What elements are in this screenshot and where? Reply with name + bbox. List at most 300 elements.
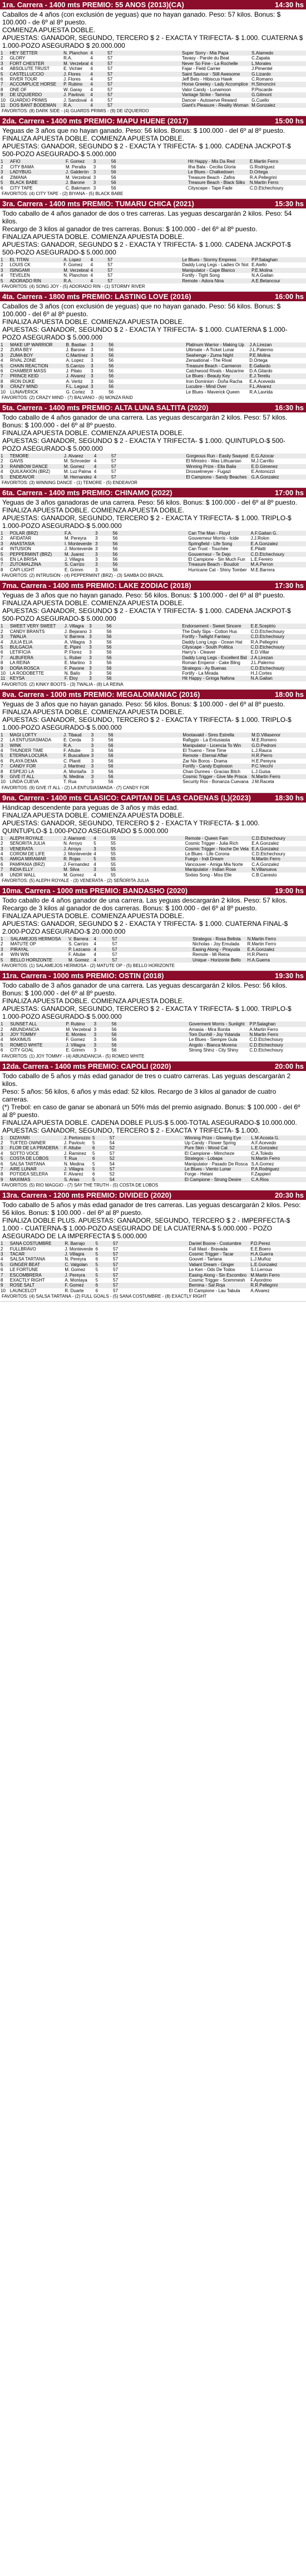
entry-cell: 4 <box>1 1257 3 1262</box>
entry-cell: N.A.Gaitan <box>250 676 306 681</box>
entry-cell: E.E.Sceptrio <box>250 624 306 629</box>
entry-cell: 4 <box>90 268 107 273</box>
entry-cell: M. Pereyra <box>65 536 87 541</box>
entry-cell: 56 <box>108 769 113 774</box>
race-time: 17:30 hs <box>274 581 304 590</box>
entry-cell: 3 <box>0 743 9 748</box>
entry-cell: 3 <box>91 389 93 395</box>
entry-cell: COSTA DE LOBOS <box>9 1156 63 1161</box>
table-row <box>0 1177 306 1182</box>
entry-cell: Tom Dunhill - Joy Yolanda <box>188 1032 249 1037</box>
entry-cell: 57 <box>107 273 113 278</box>
entry-cell: 56 <box>111 1048 117 1053</box>
entry-cell: P.P.Salaghan <box>249 1022 306 1027</box>
table-row <box>0 666 306 671</box>
entry-cell: 5 <box>95 1241 112 1246</box>
entry-cell: Lucubre - Mind Over <box>185 384 249 389</box>
entry-cell: DOS BANT BODEMAN <box>9 103 63 108</box>
entry-cell: Easing Along - Sin Escombro <box>188 1273 250 1278</box>
race-condition-text: Yeguas de 3 años que no hayan ganado. Peso: 56 kilos. Bonus: $ 100.000 - del 6º al 8º puesto. <box>2 700 285 708</box>
entry-cell: 57 <box>107 97 113 103</box>
entry-cell: 2 <box>1 738 3 743</box>
entry-cell: Zar Nix Boros - Drama <box>182 758 228 764</box>
race-header <box>0 292 306 301</box>
entry-cell: F. Pavone <box>64 666 88 671</box>
entries-table <box>0 159 306 190</box>
entry-cell: 56 <box>106 660 112 666</box>
entry-cell: N.Martin Ferro <box>249 180 306 185</box>
entry-cell: 8 <box>1 1172 3 1177</box>
entry-cell: Hit Happy - Mis Da Red <box>187 159 249 164</box>
entry-cell: Valor Candy - Lunamoon <box>182 87 231 92</box>
table-row <box>0 454 306 459</box>
entry-cell: E.A.Gonzalez <box>251 841 279 846</box>
entry-cell: E.J.Tereliu <box>249 373 306 378</box>
table-row <box>0 1267 306 1272</box>
race-section <box>0 581 306 689</box>
entry-cell: SALAMEJOS HERMOSA <box>10 936 68 941</box>
entry-cell: 52 <box>109 1156 184 1161</box>
race-time: 18:00 hs <box>274 690 304 699</box>
race-conditions <box>0 497 306 531</box>
entry-cell: 6 <box>1 368 3 373</box>
entry-cell: Drosselmeyer - Fugazi <box>186 469 231 475</box>
entry-cell: 2 <box>1 459 3 464</box>
entry-cell: L.J.Muñoz <box>250 1257 272 1262</box>
entry-cell: 56 <box>112 541 187 546</box>
entry-cell: PEPPERMINT (BRZ) <box>9 552 64 557</box>
entry-cell: J. Pilato <box>66 368 82 373</box>
entry-cell: N.Martin Ferro <box>249 1032 306 1037</box>
entry-cell: N.Martin Ferro <box>251 774 306 779</box>
table-row <box>0 536 306 541</box>
entry-cell: R.A. <box>63 56 72 61</box>
entry-cell: M.J.Carrillo <box>251 459 274 464</box>
entry-cell: E.Pilatti <box>250 546 266 552</box>
entry-cell: CITY GOAL <box>10 1048 34 1053</box>
race-title: 6ta. Carrera - 1400 mts PREMIO: CHINAMO (2022) <box>2 489 172 497</box>
entry-cell: 4 <box>1 952 3 958</box>
entry-cell: 3 <box>90 373 108 378</box>
entry-cell: Vantage Strike - Tamrisa <box>181 92 251 97</box>
entry-cell: 57 <box>113 1246 119 1252</box>
entry-cell: J. Alvarez <box>66 373 90 378</box>
race-favorites: FAVORITOS: (3) WINNING DANCE - (1) TEMORE - (5) ENDEAVOR <box>0 480 306 488</box>
entry-cell: 3 <box>88 666 106 671</box>
entry-cell: C. Bakmann <box>65 185 90 191</box>
entry-cell: 3 <box>89 629 92 634</box>
race-condition-text: APUESTAS: GANADOR, SEGUNDO, TERCERO $ 2 - EXACTA Y TRIFECTA- $ 1.000. TRIPLO-$ 1.000-POZO ASEGURADO-$ 5.000.000 <box>2 715 292 731</box>
entry-cell: POTIDEA SELERA <box>9 1172 48 1177</box>
entry-cell: 57 <box>107 72 181 77</box>
entry-cell: 3 <box>93 1043 111 1048</box>
entry-cell: 55 <box>110 846 185 851</box>
race-section <box>0 1190 306 1302</box>
entry-cell: 55 <box>111 861 116 867</box>
entry-cell: RIVER TOUR <box>9 77 37 82</box>
entries-table <box>0 342 306 395</box>
entry-cell: 57 <box>109 1167 184 1172</box>
table-row <box>0 66 306 71</box>
table-row <box>0 257 306 262</box>
entry-cell: KEYSA <box>9 676 64 681</box>
entry-cell: SOTTO VOCE <box>9 1150 39 1156</box>
entry-cell: 6 <box>1 758 3 764</box>
race-header <box>0 403 306 412</box>
entry-cell: E. Grimm <box>66 1048 85 1053</box>
entry-cell: WIN WIN <box>10 952 29 958</box>
entry-cell: 3 <box>95 541 112 546</box>
entry-cell: 56 <box>108 743 182 748</box>
entry-cell: Catchwood Rivals - Mazarine <box>186 368 244 373</box>
entry-cell: M. Verzebral <box>63 61 90 66</box>
table-row <box>0 671 306 676</box>
entry-cell: 3 <box>89 639 92 645</box>
entry-cell: C. Valgolan <box>64 1262 95 1267</box>
race-title: 7ma. Carrera - 1400 mts PREMIO: LAKE ZODIAC (2018) <box>2 581 191 590</box>
entry-cell: AFIDATAR <box>9 536 32 541</box>
entry-cell: 3 <box>91 378 93 384</box>
race-title: 1ra. Carrera - 1400 mts PREMIO: 55 ANOS (2013)(CA) <box>2 1 184 9</box>
race-condition-text: FINALIZA APUESTA DOBLE. COMIENZA APUESTA DOBLE. <box>2 134 184 143</box>
race-favorites: FAVORITOS: (4) CITY TAPE - (2) BIYANA - (5) BLACK BABE <box>0 191 306 199</box>
race-condition-text: FINALIZA APUESTA DOBLE. COMIENZA APUESTA DOBLE. <box>2 707 184 716</box>
entry-cell: 56 <box>108 384 185 389</box>
table-row <box>0 753 306 758</box>
entry-cell: 4 <box>1 358 3 363</box>
entry-cell: F. Gomez <box>64 1283 95 1288</box>
entry-cell: 5 <box>0 72 9 77</box>
entry-cell: 3 <box>93 1022 111 1027</box>
entry-cell: E.D.Villar <box>250 650 269 655</box>
entry-cell: P.Piscarde <box>251 87 273 92</box>
race-condition-text: Yeguas de 3 años que no hayan ganado. Peso: 56 kilos. Bonus: $ 100.000 - del 6º al 8º puesto. <box>2 127 285 135</box>
race-condition-text: Todo caballo de 4 años ganador de dos o tres carreras. Las yeguas descargarán 2 kilos. Peso: 54 kilos. <box>2 209 292 225</box>
entry-cell: E. Cerda <box>63 738 81 743</box>
race-conditions <box>0 9 306 51</box>
entry-cell: 3 <box>91 758 94 764</box>
entry-cell: Horse Greeley - Lady Accomplice <box>181 82 251 87</box>
table-row <box>0 846 306 851</box>
entry-cell: 56 <box>111 159 187 164</box>
entry-cell: 9 <box>0 666 9 671</box>
entry-cell: 3 <box>95 562 112 567</box>
entry-cell: TEVELEN <box>9 273 30 278</box>
entry-cell: G.Lizardo <box>251 72 306 77</box>
entry-cell: G. Cortez <box>66 389 85 395</box>
entry-cell: Dancer - Autoserve Reward <box>182 97 237 103</box>
entry-cell: Strong Shinz - City Shiny <box>189 1048 239 1053</box>
entry-cell: A.F.Acevedo <box>251 1140 277 1145</box>
table-row <box>0 268 306 273</box>
entry-cell: RAINBOW DANCE <box>9 464 63 469</box>
entry-cell: DOÑA ROSCA <box>9 666 64 671</box>
entry-cell: 3 <box>93 170 111 175</box>
entry-cell: Manipulator - Indian Rose <box>185 867 251 872</box>
race-condition-text: Yeguas de 3 años que no hayan ganado. Peso: 56 kilos. Bonus: $ 100.000 - del 6º al 8º puesto. <box>2 591 285 600</box>
entry-cell: Jeff Bets - Hibiscus Hawk <box>182 77 233 82</box>
entry-cell: F.L. Legout <box>66 384 90 389</box>
entry-cell: J. Galderón <box>65 170 93 175</box>
race-condition-text: APUESTAS: GANADOR, SEGUNDO $ 2 - EXACTA Y TRIFECTA- $ 1.000. CADENA JACKPOT-$ 500-POZO ASEGURADO-$ 5.000.000 <box>2 607 291 623</box>
entry-cell: 56 <box>112 557 118 562</box>
entry-cell: R.A.Pellegrini <box>250 639 278 645</box>
entry-cell: M.Gonzalez <box>251 103 306 108</box>
entry-cell: 7 <box>0 655 9 660</box>
entry-cell: E.A.Gonzalez <box>250 541 306 546</box>
entry-cell: V. Barrera <box>68 936 93 941</box>
table-row <box>0 373 306 378</box>
entry-cell: 57 <box>107 278 181 283</box>
entry-cell: Endorsement - Sweet Sincere <box>181 624 250 629</box>
entry-cell: E.E.Boero <box>250 1246 271 1252</box>
race-favorites: FAVORITOS: (4) SALSA TARTANA - (2) FULL GOALS - (5) SANA COSTUMBRE - (8) EXACTLY RIGHT <box>0 1293 306 1302</box>
race-time: 16:00 hs <box>274 292 304 301</box>
entry-cell: Winning Prize - Ella Baila <box>185 464 250 469</box>
entry-cell: R.A.Lavrida <box>249 389 273 395</box>
entry-cell: 5 <box>93 856 110 861</box>
entry-cell: COROM DE LIFE <box>9 851 45 857</box>
table-row <box>0 1032 306 1037</box>
entry-cell: 5 <box>0 753 9 758</box>
race-condition-text: Todo caballo de 3 años ganador de una carrera. Las yeguas descargarán 2 kilos. Peso: 56 kilos. Bonus: $ 100.000 - del 6º al 8º puesto. <box>2 981 288 998</box>
entry-cell: 6 <box>92 1172 95 1177</box>
entry-cell: Le Blues - Maverick Queen <box>186 389 240 395</box>
race-condition-text: APUESTAS: GANADOR, SEGUNDO $ 2 - EXACTA Y TRIFECTA- $ 1.000. QUINTUPLO-$ 500-POZO ASEGURADO-$ 5.000.000 <box>2 437 285 452</box>
entry-cell: El Ministro - Was Lithuanian <box>186 459 241 464</box>
entry-cell: 55 <box>111 851 116 857</box>
race-time: 15:00 hs <box>274 117 304 126</box>
entry-cell: TEMORE <box>9 454 63 459</box>
race-condition-text: FINALIZA APUESTA DOBLE. COMIENZA APUESTA DOBLE. <box>2 599 184 607</box>
entry-cell: G.D.Pedroni <box>251 743 306 748</box>
entry-cell: H.R.Pierro <box>247 952 268 958</box>
table-row <box>0 655 306 660</box>
table-row <box>0 469 306 474</box>
table-row <box>0 650 306 655</box>
entry-cell: A. Montaya <box>65 1278 87 1283</box>
entry-cell: 6 <box>92 1156 109 1161</box>
entry-cell: INTUSION <box>9 546 31 552</box>
entry-cell: S.I.Lerroux <box>250 1267 273 1273</box>
entry-cell: 5 <box>0 1043 9 1048</box>
entry-cell: 9 <box>0 774 9 779</box>
entry-cell: 11 <box>0 676 9 681</box>
entry-cell: Remote - Eternal Affair <box>182 753 251 758</box>
entry-cell: 4 <box>93 947 112 952</box>
entry-cell: F.Zappieri <box>251 1172 271 1177</box>
table-row <box>0 733 306 738</box>
table-row <box>0 278 306 283</box>
entry-cell: M.E.Romero <box>251 738 277 743</box>
entry-cell: Harry's - Cleaver <box>182 650 216 655</box>
entry-cell: Ilha Bala - Cecilia Gloria <box>187 164 236 170</box>
table-row <box>0 952 306 957</box>
entry-cell: 56 <box>111 1027 117 1032</box>
table-row <box>0 1043 306 1048</box>
entry-cell: P.C.Vecchi <box>251 764 306 769</box>
entry-cell: SALSA TARTANA <box>9 1161 46 1167</box>
table-row <box>0 1151 306 1156</box>
race-condition-text: Recargo de 3 kilos al ganador de tres carreras. Bonus: $ 100.000 - del 6º al 8º puesto. <box>2 225 258 233</box>
entry-cell: H.A.Guerra <box>250 1252 306 1257</box>
race-time: 18:30 hs <box>274 793 304 802</box>
race-header <box>0 1062 306 1071</box>
entry-cell: HEY SETTER <box>9 51 63 56</box>
entry-cell: 5 <box>0 1262 9 1267</box>
entry-cell: C.D.Etchechoury <box>251 851 285 857</box>
entry-cell: Mootavakil - Sires Estrella <box>182 733 251 738</box>
entry-cell: Hit Happy - Gringa Nafona <box>181 676 250 681</box>
table-row <box>0 368 306 373</box>
entry-cell: M. Gomez <box>65 1267 86 1273</box>
entry-cell: RIVAL ZONE <box>10 358 36 363</box>
entries-table <box>0 1135 306 1183</box>
entry-cell: 4 <box>1 273 3 278</box>
entry-cell: 6 <box>95 1246 98 1252</box>
race-favorites: FAVORITOS: (9) GIVE IT ALL - (2) LA ENTUSIASMADA - (7) CANDY FOR <box>0 785 306 793</box>
entry-cell: MAXIMUS <box>10 1037 31 1043</box>
entry-cell: 57 <box>107 257 181 262</box>
entry-cell: 4 <box>90 66 93 72</box>
race-section <box>0 690 306 793</box>
entry-cell: TWALIA <box>9 634 64 639</box>
entry-cell: 57 <box>112 947 192 952</box>
race-header <box>0 886 306 895</box>
table-row <box>0 546 306 551</box>
entry-cell: E.Martin Ferro <box>249 159 306 164</box>
table-row <box>0 640 306 645</box>
entry-cell: 57 <box>107 92 181 97</box>
entry-cell: 3 <box>91 368 93 373</box>
race-favorites: FAVORITOS: (4) SONG JOY - (5) ADORADO RIN - (1) STORMY RIVER <box>0 283 306 292</box>
race-conditions <box>0 412 306 454</box>
entry-cell: E.D.Gimenez <box>251 464 306 469</box>
table-row <box>0 363 306 368</box>
entry-cell: J. Villagra <box>63 1167 92 1172</box>
entry-cell: 57 <box>107 268 181 273</box>
entry-cell: C.D.Etchechoury <box>249 1048 283 1053</box>
entry-cell: JULIA ELIA <box>9 639 33 645</box>
entry-cell: 56 <box>106 639 112 645</box>
entry-cell: E.A.Gonzalez <box>251 846 306 851</box>
entry-cell: 56 <box>108 753 182 758</box>
race-conditions <box>0 126 306 159</box>
entry-cell: 5 <box>92 1150 95 1156</box>
table-row <box>0 159 306 164</box>
race-condition-text: Todo caballo de 5 años y más edad ganador de tres carreras. Las yeguas descargarán 2 kilos. Peso: 56 kilos. Bonus: $ 100.000 - del 6º al 8º puesto. <box>2 1201 301 1217</box>
entry-cell: 3 <box>0 268 9 273</box>
entry-cell: J. Villagra <box>64 624 88 629</box>
race-condition-text: Hándicap descendente para yeguas de 3 años y más edad. <box>2 803 179 811</box>
entry-cell: F. Buscafiore <box>63 753 91 758</box>
race-title: 4ta. Carrera - 1800 mts PREMIO: LASTING LOVE (2016) <box>2 292 191 301</box>
entry-cell: Treasure Beach - Carmeron <box>185 363 249 368</box>
entry-cell: Sixties Song - Miss Elle <box>185 872 232 878</box>
entry-cell: 56 <box>108 779 113 785</box>
table-row <box>0 867 306 872</box>
entry-cell: 10 <box>1 1288 6 1293</box>
entry-cell: 57 <box>107 77 113 82</box>
entry-cell: CITY TAPE <box>10 185 33 191</box>
entry-cell: 2 <box>1 262 3 268</box>
entry-cell: 6 <box>1 1161 3 1167</box>
table-row <box>0 552 306 557</box>
table-row <box>0 175 306 180</box>
entry-cell: Le Blues - Life Corona <box>185 851 230 857</box>
entry-cell: A. Montaña <box>63 769 87 774</box>
entry-cell: PIRAYAL <box>10 947 68 952</box>
race-header <box>0 0 306 9</box>
entry-cell: T. Rua <box>63 779 77 785</box>
race-time: 16:30 hs <box>274 403 304 412</box>
entry-cell: 5 <box>95 1267 98 1273</box>
entry-cell: PRINCE KEID <box>9 373 66 378</box>
entry-cell: E.G.Azocar <box>251 454 306 459</box>
entry-cell: ZIMANA <box>10 175 27 180</box>
entry-cell: 6 <box>1 861 3 867</box>
race-conditions <box>0 895 306 936</box>
table-row <box>0 1156 306 1161</box>
entry-cell: 3 <box>93 1032 111 1037</box>
entry-cell: 4 <box>93 454 111 459</box>
entry-cell: ROMEO WHITE <box>9 1043 65 1048</box>
table-row <box>0 873 306 878</box>
entries-table <box>0 1022 306 1053</box>
entry-cell: N. Arroyo <box>63 841 82 846</box>
entry-cell: 2 <box>1 164 3 170</box>
entry-cell: 56 <box>108 342 185 347</box>
entry-cell: F. Altube <box>63 1145 92 1150</box>
entry-cell: ABUNDANCIA <box>10 1027 40 1032</box>
race-condition-text: Recargo de 3 kilos al ganador de dos carreras. Bonus: $ 100.000 - del 6º al 8º puesto. <box>2 904 257 913</box>
entry-cell: 4 <box>1 639 3 645</box>
entry-cell: 3 <box>0 1145 9 1150</box>
table-row <box>0 851 306 856</box>
table-row <box>0 764 306 769</box>
entry-cell: MAGI LOFTY <box>9 733 63 738</box>
entry-cell: J. Tibaud <box>63 733 91 738</box>
entry-cell: 3 <box>0 353 9 358</box>
entry-cell: 5 <box>0 180 9 185</box>
table-row <box>0 856 306 861</box>
entry-cell: 57 <box>111 459 116 464</box>
entry-cell: 1 <box>0 1135 9 1140</box>
entry-cell: L.E.Gonzalez <box>250 1145 306 1150</box>
entry-cell: 4 <box>90 77 93 82</box>
entry-cell: 4 <box>90 103 107 108</box>
table-row <box>0 779 306 784</box>
entry-cell: TUFTED OWNER <box>9 1140 46 1145</box>
race-condition-text: Peso: 5 años: 56 kilos, 6 años y más edad: 52 kilos. Recargo de 3 kilos al ganador de cuatro carreras. <box>2 1087 277 1103</box>
race-favorites: FAVORITOS: (2) KINKY BOOTS - (3) TWALIA - (8) LA REINA <box>0 681 306 690</box>
entry-cell: POLAR (BRZ) <box>9 531 64 536</box>
entry-cell: 2 <box>1 347 3 353</box>
entry-cell: M. Silva <box>63 867 93 872</box>
table-row <box>0 384 306 389</box>
entry-cell: 5 <box>95 1252 112 1257</box>
entry-cell: E. Pipini <box>64 645 88 650</box>
entry-cell: M. Gomez <box>63 872 84 878</box>
entry-cell: 8 <box>1 872 3 878</box>
table-row <box>0 342 306 347</box>
entry-cell: 57 <box>111 454 186 459</box>
race-condition-text: FINALIZA APUESTA DOBLE. COMIENZA APUESTA DOBLE. <box>2 997 184 1005</box>
race-conditions <box>0 803 306 836</box>
entry-cell: 5 <box>92 1135 109 1140</box>
entry-cell: PAMPANIA (BRZ) <box>9 861 45 867</box>
entry-cell: 6 <box>95 1283 112 1288</box>
